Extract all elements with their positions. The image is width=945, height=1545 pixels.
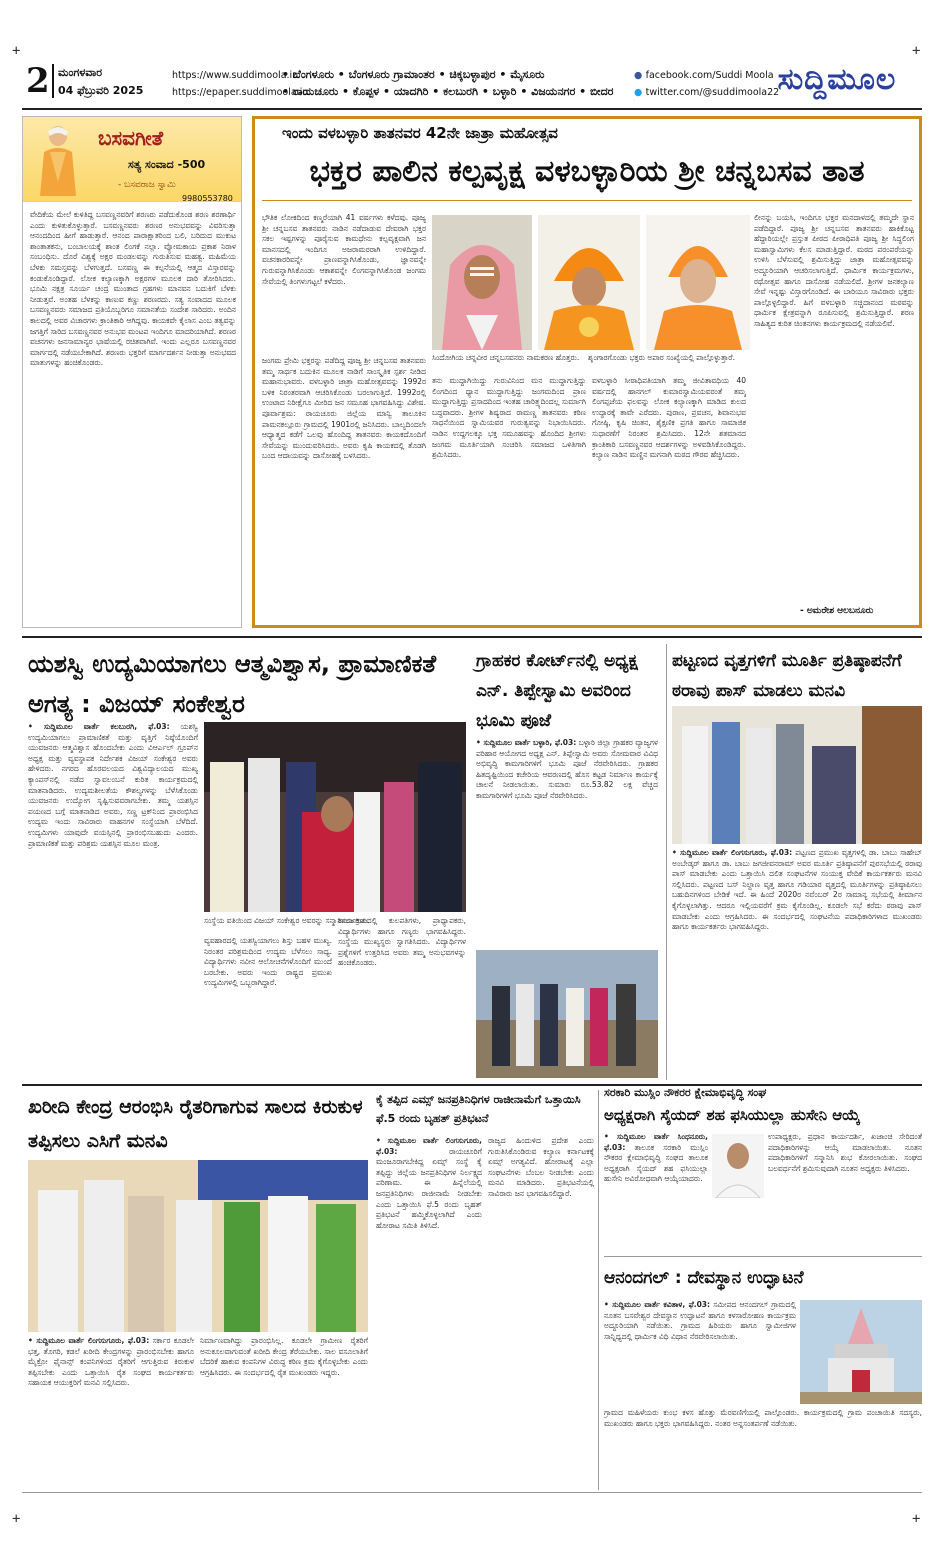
author-phone: 9980553780 <box>182 194 233 203</box>
seer-photo <box>646 215 750 350</box>
story-body: • ಸುದ್ದಿಮೂಲ ವಾರ್ತೆ ಸಿಂಧನೂರು, ಫೆ.03: ತಾಲೂಕ ಸರಕಾರಿ ಮುಸ್ಲಿಂ ನೌಕರರ ಕ್ಷೇಮಾಭಿವೃದ್ಧಿ ಸಂಘದ ತಾಲೂಕ ಅಧ್ಯಕ್ಷರಾಗಿ ಸೈಯದ್ ಶಹ ಫಸಿಯುಲ್ಲಾ ಹುಸೇನಿ ಅವಿರೋಧವಾಗಿ ಆಯ್ಕೆಯಾದರು. <box>604 1132 708 1184</box>
story-body: • ಸುದ್ದಿಮೂಲ ವಾರ್ತೆ ಲಿಂಗಸುಗೂರು, ಫೆ.03: ಸರ್ಕಾರ ಕೂಡಲೇ ಭತ್ತ, ತೊಗರಿ, ಕಡಲೆ ಖರೀದಿ ಕೇಂದ್ರಗಳನ್ನು ಪ್ರಾರಂಭಿಸಬೇಕು ಹಾಗೂ ಮೈಕ್ರೋ ಫೈನಾನ್ಸ್ ಕಂಪನಿಗಳಿಂದ ರೈತರಿಗೆ ಆಗುತ್ತಿರುವ ಕಿರುಕುಳ ತಪ್ಪಿಸಬೇಕು ಎಂದು ಒತ್ತಾಯಿಸಿ ರೈತ ಸಂಘದ ಕಾರ್ಯಕರ್ತರು ಸಹಾಯಕ ಆಯುಕ್ತರಿಗೆ ಮನವಿ ಸಲ್ಲಿಸಿದರು. <box>28 1336 194 1388</box>
divider <box>22 636 922 638</box>
basavanna-illustration-icon <box>30 122 86 196</box>
story-body: ಗ್ರಾಮದ ಮಹಿಳೆಯರು ಕುಂಭ ಕಳಸ ಹೊತ್ತು ಮೆರವಣಿಗೆಯಲ್ಲಿ ಪಾಲ್ಗೊಂಡರು. ಕಾರ್ಯಕ್ರಮದಲ್ಲಿ ಗ್ರಾಮ ಪಂಚಾಯಿತಿ ಸದಸ್ಯರು, ಮುಖಂಡರು ಹಾಗೂ ಭಕ್ತರು ಭಾಗವಹಿಸಿದ್ದರು. ನಂತರ ಅನ್ನಸಂತರ್ಪಣೆ ನಡೆಯಿತು. <box>604 1408 922 1428</box>
story-body: ಕಾರ್ಯಕ್ರಮದಲ್ಲಿ ಕುಲಪತಿಗಳು, ಪ್ರಾಧ್ಯಾಪಕರು, ವಿದ್ಯಾರ್ಥಿಗಳು ಹಾಗೂ ಗಣ್ಯರು ಭಾಗವಹಿಸಿದ್ದರು. ಸಂಸ್ಥೆಯ ಮುಖ್ಯಸ್ಥರು ಸ್ವಾಗತಿಸಿದರು. ವಿದ್ಯಾರ್ಥಿಗಳ ಪ್ರಶ್ನೆಗಳಿಗೆ ಉತ್ತರಿಸಿದ ಅವರು ತಮ್ಮ ಅನುಭವಗಳನ್ನು ಹಂಚಿಕೊಂಡರು. <box>338 916 466 968</box>
story-body: • ಸುದ್ದಿಮೂಲ ವಾರ್ತೆ ಲಿಂಗಸುಗೂರು, ಫೆ.03: ಪಟ್ಟಣದ ಪ್ರಮುಖ ವೃತ್ತಗಳಲ್ಲಿ ಡಾ. ಬಾಬು ಸಾಹೇಬ್ ಅಂಬೇಡ್ಕರ್ ಹಾಗೂ ಡಾ. ಬಾಬು ಜಗಜೀವನರಾಮ್ ಅವರ ಮೂರ್ತಿ ಪ್ರತಿಷ್ಠಾಪನೆಗೆ ಪುರಸಭೆಯಲ್ಲಿ ಠರಾವು ಪಾಸ್ ಮಾಡಬೇಕು ಎಂದು ಒತ್ತಾಯಿಸಿ ದಲಿತ ಸಂಘಟನೆಗಳ ಸಂಯುಕ್ತ ವೇದಿಕೆ ಕಾರ್ಯಕರ್ತರು ಮನವಿ ಸಲ್ಲಿಸಿದರು. ಪಟ್ಟಣದ ಬಸ್ ನಿಲ್ದಾಣ ವೃತ್ತ ಹಾಗೂ ಗಡಿಯಾರ ವೃತ್ತದಲ್ಲಿ ಮೂರ್ತಿಗಳನ್ನು ಪ್ರತಿಷ್ಠಾಪಿಸಲು ಬಹುದಿನಗಳಿಂದ ಬೇಡಿಕೆ ಇದೆ. ಈ ಹಿಂದೆ 2020ರ ನವೆಂಬರ್ 2ರ ಸಾಮಾನ್ಯ ಸಭೆಯಲ್ಲಿ ತೀರ್ಮಾನ ಕೈಗೊಳ್ಳಲಾಗಿತ್ತು. ಆದರೂ ಇಲ್ಲಿಯವರೆಗೆ ಕ್ರಮ ಕೈಗೊಂಡಿಲ್ಲ. ಕೂಡಲೇ ಸಭೆ ಕರೆದು ಠರಾವು ಪಾಸ್ ಮಾಡಬೇಕು ಎಂದು ಆಗ್ರಹಿಸಿದರು. ಈ ಸಂದರ್ಭದಲ್ಲಿ ಸಂಘಟನೆಯ ಪದಾಧಿಕಾರಿಗಳಾದ ಮುಖಂಡರು ಹಾಗೂ ಕಾರ್ಯಕರ್ತರು ಭಾಗವಹಿಸಿದ್ದರು. <box>672 848 922 932</box>
photo-caption: ಶೃಂಗಾರಗೊಂಡು ಭಕ್ತರು ಅಪಾರ ಸಂಖ್ಯೆಯಲ್ಲಿ ಪಾಲ್ಗೊಳ್ಳುತ್ತಾರೆ. <box>588 353 735 362</box>
facebook-icon: ● <box>634 70 646 81</box>
edition-cities: • ರಾಯಚೂರು • ಕೊಪ್ಪಳ • ಯಾದಗಿರಿ • ಕಲಬುರಗಿ • ಬಳ್ಳಾರಿ • ವಿಜಯನಗರ • ಬೀದರ <box>282 85 614 98</box>
story-headline: ಖರೀದಿ ಕೇಂದ್ರ ಆರಂಭಿಸಿ ರೈತರಿಗಾಗುವ ಸಾಲದ ಕಿರುಕುಳ ತಪ್ಪಿಸಲು ಎಸಿಗೆ ಮನವಿ <box>28 1096 363 1152</box>
divider <box>262 200 912 201</box>
lead-body: ಭೌತಿಕ ಲೋಕದಿಂದ ಕಣ್ಮರೆಯಾಗಿ 41 ವರ್ಷಗಳು ಕಳೆದವು. ಪೂಜ್ಯ ಶ್ರೀ ಚನ್ನಬಸವ ತಾತನವರು ನಾಡಿನ ನಡೆದಾಡುವ ದೇವರಾಗಿ ಭಕ್ತರ ಸಕಲ ಇಷ್ಟಗಳನ್ನು ಪೂರೈಸುವ ಕಾಮಧೇನು ಕಲ್ಪವೃಕ್ಷವಾಗಿ ಜನ ಮಾನಸದಲ್ಲಿ ಇಂದಿಗೂ ಅಜರಾಮರರಾಗಿ ಉಳಿದಿದ್ದಾರೆ. ವಚನಕಾರರಿವನ್ನೇ ಪ್ರಾಣವನ್ನಾಗಿಸಿಕೊಂಡು, ಜ್ಞಾನವನ್ನೇ ಗುರುವನ್ನಾಗಿಸಿಕೊಂಡು ಆಕಾಶವನ್ನೇ ಲಿಂಗವನ್ನಾಗಿಸಿಕೊಂಡ ಜಂಗಮ ಸೇವೆಯಲ್ಲಿ ತಿಂಗಳುಗಟ್ಟಲೆ ಕಳೆದರು. <box>262 213 426 286</box>
column-subtitle: ಸತ್ಯ ಸಂವಾದ -500 <box>128 158 206 171</box>
column-title: ಬಸವಗೀತೆ <box>98 126 164 150</box>
divider <box>22 108 922 110</box>
lead-body: ಜಂಗಮ ಪ್ರೇಮಿ ಭಕ್ತರನ್ನು ಪಡೆದಿದ್ದ ಪೂಜ್ಯ ಶ್ರೀ ಚನ್ನಬಸವ ತಾತನವರು ತಮ್ಮ ಸಾರ್ಥಕ ಬದುಕಿನ ಮೂಲಕ ನಾಡಿಗೆ ಸಾಂಸ್ಕೃತಿಕ ಸ್ಪರ್ಶ ನೀಡಿದ ಮಹಾನುಭಾವರು. ವಳಬಳ್ಳಾರಿ ಜಾತ್ರಾ ಮಹೋತ್ಸವವನ್ನು 1992ರ ಬಳಿಕ ನಿರಂತರವಾಗಿ ಆಚರಿಸಿಕೊಂಡು ಬರಲಾಗುತ್ತಿದೆ. 1992ರಲ್ಲಿ ಉಂಟಾದ ನಿರೀಕ್ಷೆಗೂ ಮೀರಿದ ಜನ ಸಮೂಹ ಭಾಗವಹಿಸಿದ್ದು ವಿಶೇಷ. ಪೂರ್ವಾಶ್ರಮ: ರಾಯಚೂರು ಜಿಲ್ಲೆಯ ಮಾನ್ವಿ ತಾಲೂಕಿನ ಪಾಮನಕಲ್ಲೂರು ಗ್ರಾಮದಲ್ಲಿ 1901ರಲ್ಲಿ ಜನಿಸಿದರು. ಬಾಲ್ಯದಿಂದಲೇ ಆಧ್ಯಾತ್ಮದ ಕಡೆಗೆ ಒಲವು ಹೊಂದಿದ್ದ ತಾತನವರು ಕಾಯಕದೊಂದಿಗೆ ಸೇವೆಯನ್ನು ಮುಂದುವರಿಸಿದರು. ಅವರು ಕೃಷಿ ಕಾಯಕದಲ್ಲಿ ತೊಡಗಿ ಬಂದ ಆದಾಯವನ್ನು ದಾಸೋಹಕ್ಕೆ ಬಳಸಿದರು. <box>262 356 426 461</box>
divider <box>604 1256 922 1257</box>
twitter-icon: ● <box>634 87 646 98</box>
story-headline: ಯಶಸ್ವಿ ಉದ್ಯಮಿಯಾಗಲು ಆತ್ಮವಿಶ್ವಾಸ, ಪ್ರಾಮಾಣಿಕತೆ ಅಗತ್ಯ : ವಿಜಯ್ ಸಂಕೇಶ್ವರ <box>28 650 437 718</box>
masthead-logo: ಸುದ್ದಿಮೂಲ <box>777 62 897 97</box>
story-body: ರಾಜ್ಯದ ಹಿಂದುಳಿದ ಪ್ರದೇಶ ಎಂದು ಗುರುತಿಸಿಕೊಂಡಿರುವ ಕಲ್ಯಾಣ ಕರ್ನಾಟಕಕ್ಕೆ ಏಮ್ಸ್ ಅಗತ್ಯವಿದೆ. ಹೋರಾಟಕ್ಕೆ ಎಲ್ಲಾ ಸಂಘಟನೆಗಳು ಬೆಂಬಲ ನೀಡಬೇಕು ಎಂದು ಮನವಿ ಮಾಡಿದರು. ಪ್ರತಿಭಟನೆಯಲ್ಲಿ ಸಾವಿರಾರು ಜನ ಭಾಗವಹಿಸಲಿದ್ದಾರೆ. <box>488 1136 594 1198</box>
edition-cities: • ಬೆಂಗಳೂರು • ಬೆಂಗಳೂರು ಗ್ರಾಮಾಂತರ • ಚಿಕ್ಕಬಳ್ಳಾಪುರ • ಮೈಸೂರು <box>282 68 545 81</box>
story-body: ನಿರ್ಮಾಣವಾಗಿದ್ದು ಪ್ರಾರಂಭಿಸಿಲ್ಲ. ಕೂಡಲೇ ಗ್ರಾಮೀಣ ರೈತರಿಗೆ ಅನುಕೂಲವಾಗುವಂತೆ ಖರೀದಿ ಕೇಂದ್ರ ತೆರೆಯಬೇಕು. ಸಾಲ ವಸೂಲಾತಿಗೆ ಬೆದರಿಕೆ ಹಾಕುವ ಕಂಪನಿಗಳ ವಿರುದ್ಧ ಕಠಿಣ ಕ್ರಮ ಕೈಗೊಳ್ಳಬೇಕು ಎಂದು ಆಗ್ರಹಿಸಿದರು. ಈ ಸಂದರ್ಭದಲ್ಲಿ ರೈತ ಮುಖಂಡರು ಇದ್ದರು. <box>200 1336 368 1377</box>
registration-mark: + <box>912 1511 921 1527</box>
byline: - ಅಮರೇಶ ಆಲಬನೂರು <box>800 606 874 616</box>
farmers-memorandum-photo <box>28 1160 368 1332</box>
story-body: ಉಪಾಧ್ಯಕ್ಷರು, ಪ್ರಧಾನ ಕಾರ್ಯದರ್ಶಿ, ಖಜಾಂಚಿ ಸೇರಿದಂತೆ ಪದಾಧಿಕಾರಿಗಳನ್ನು ಆಯ್ಕೆ ಮಾಡಲಾಯಿತು. ನೂತನ ಪದಾಧಿಕಾರಿಗಳಿಗೆ ಸನ್ಮಾನಿಸಿ ಶುಭ ಕೋರಲಾಯಿತು. ಸಂಘದ ಬಲವರ್ಧನೆಗೆ ಶ್ರಮಿಸುವುದಾಗಿ ನೂತನ ಅಧ್ಯಕ್ಷರು ತಿಳಿಸಿದರು. <box>768 1132 922 1173</box>
story-body: • ಸುದ್ದಿಮೂಲ ವಾರ್ತೆ ಬಳ್ಳಾರಿ, ಫೆ.03: ಬಳ್ಳಾರಿ ಜಿಲ್ಲಾ ಗ್ರಾಹಕರ ವ್ಯಾಜ್ಯಗಳ ಪರಿಹಾರ ಆಯೋಗದ ಅಧ್ಯಕ್ಷ ಎನ್. ತಿಪ್ಪೇಸ್ವಾಮಿ ಅವರು ಸೋಮವಾರ ವಿವಿಧ ಅಭಿವೃದ್ಧಿ ಕಾಮಗಾರಿಗಳಿಗೆ ಭೂಮಿ ಪೂಜೆ ನೆರವೇರಿಸಿದರು. ಗ್ರಾಹಕರ ಹಿತದೃಷ್ಟಿಯಿಂದ ಕಚೇರಿಯ ಆವರಣದಲ್ಲಿ ಹೊಸ ಕಟ್ಟಡ ನಿರ್ಮಾಣ ಕಾರ್ಯಕ್ಕೆ ಚಾಲನೆ ನೀಡಲಾಯಿತು. ಸುಮಾರು ರೂ.53.82 ಲಕ್ಷ ವೆಚ್ಚದ ಕಾಮಗಾರಿಗಳಿಗೆ ಭೂಮಿ ಪೂಜೆ ನೆರವೇರಿಸಿದರು. <box>476 738 658 800</box>
divider <box>22 1492 922 1493</box>
registration-mark: + <box>12 43 21 59</box>
story-body: ವ್ಯವಹಾರದಲ್ಲಿ ಯಶಸ್ವಿಯಾಗಲು ಶಿಸ್ತು ಬಹಳ ಮುಖ್ಯ. ನಿರಂತರ ಪರಿಶ್ರಮದಿಂದ ಉದ್ಯಮ ಬೆಳೆಸಲು ಸಾಧ್ಯ. ವಿದ್ಯಾರ್ಥಿಗಳು ನವೀನ ಆಲೋಚನೆಗಳೊಂದಿಗೆ ಮುಂದೆ ಬರಬೇಕು. ಅವರು ಇಂದು ರಾಷ್ಟ್ರದ ಪ್ರಮುಖ ಉದ್ಯಮಿಗಳಲ್ಲಿ ಒಬ್ಬರಾಗಿದ್ದಾರೆ. <box>204 936 332 988</box>
story-body: • ಸುದ್ದಿಮೂಲ ವಾರ್ತೆ ಕಲಬುರಗಿ, ಫೆ.03: ಯಶಸ್ವಿ ಉದ್ಯಮಿಯಾಗಲು ಪ್ರಾಮಾಣಿಕತೆ ಮತ್ತು ವೃತ್ತಿಗೆ ನಿಷ್ಠೆಯೊಂದಿಗೆ ಯುವಜನರು ಆತ್ಮವಿಶ್ವಾಸ ಹೊಂದಬೇಕು ಎಂದು ವಿಆರ್ಎಲ್ ಗ್ರೂಪ್‌ನ ಅಧ್ಯಕ್ಷ ಮತ್ತು ವ್ಯವಸ್ಥಾಪಕ ನಿರ್ದೇಶಕ ವಿಜಯ್ ಸಂಕೇಶ್ವರ ಅವರು ಹೇಳಿದರು. ನಗರದ ಹೊರವಲಯದ ವಿಶ್ವವಿದ್ಯಾಲಯದ ಮುಖ್ಯ ಕ್ಯಾಂಪಸ್‌ನಲ್ಲಿ ನಡೆದ ಸ್ವಾವಲಂಬನೆ ಕುರಿತ ಕಾರ್ಯಕ್ರಮದಲ್ಲಿ ಮಾತನಾಡಿದರು. ಉದ್ಯಮಶೀಲತೆಯ ಕೌಶಲ್ಯಗಳನ್ನು ಬೆಳೆಸಿಕೊಂಡು ಯುವಜನರು ಉದ್ಯೋಗ ಸೃಷ್ಟಿಸುವವರಾಗಬೇಕು. ತಮ್ಮ ಯಶಸ್ಸಿನ ಪಯಣದ ಬಗ್ಗೆ ಮಾತನಾಡಿದ ಅವರು, ಸಣ್ಣ ಟ್ರಕ್‌ನಿಂದ ಪ್ರಾರಂಭಿಸಿದ ಉದ್ಯಮ ಇಂದು ಸಾವಿರಾರು ವಾಹನಗಳ ಸಂಸ್ಥೆಯಾಗಿ ಬೆಳೆದಿದೆ. ಉದ್ಯಮಿಗಳು ಯಾವುದೇ ವಯಸ್ಸಿನಲ್ಲಿ ಪ್ರಾರಂಭಿಸಬಹುದು ಎಂದರು. ಪ್ರಾಮಾಣಿಕತೆ ಮತ್ತು ಪರಿಶ್ರಮ ಯಶಸ್ಸಿನ ಮೂಲ ಮಂತ್ರ. <box>28 722 198 848</box>
story-body: • ಸುದ್ದಿಮೂಲ ವಾರ್ತೆ ಲಿಂಗಸುಗೂರು, ಫೆ.03: ರಾಯಚೂರಿಗೆ ಮಂಜೂರಾಗಬೇಕಿದ್ದ ಏಮ್ಸ್ ಸಂಸ್ಥೆ ಕೈ ತಪ್ಪಿದ್ದು ಜಿಲ್ಲೆಯ ಜನಪ್ರತಿನಿಧಿಗಳ ನಿರ್ಲಕ್ಷ್ಯದ ಪರಿಣಾಮ. ಈ ಹಿನ್ನೆಲೆಯಲ್ಲಿ ಜನಪ್ರತಿನಿಧಿಗಳು ರಾಜೀನಾಮೆ ನೀಡಬೇಕು ಎಂದು ಒತ್ತಾಯಿಸಿ ಫೆ.5 ರಂದು ಬೃಹತ್ ಪ್ರತಿಭಟನೆ ಹಮ್ಮಿಕೊಳ್ಳಲಾಗಿದೆ ಎಂದು ಹೋರಾಟ ಸಮಿತಿ ತಿಳಿಸಿದೆ. <box>376 1136 482 1230</box>
page-number: 2 <box>26 61 50 101</box>
story-headline: ಗ್ರಾಹಕರ ಕೋರ್ಟ್‌ನಲ್ಲಿ ಅಧ್ಯಕ್ಷ ಎನ್. ತಿಪ್ಪೇಸ್ವಾಮಿ ಅವರಿಂದ ಭೂಮಿ ಪೂಜೆ <box>476 651 638 731</box>
story-headline: ಕೈ ತಪ್ಪಿದ ಎಮ್ಸ್ ಜನಪ್ರತಿನಿಧಿಗಳ ರಾಜೀನಾಮೆಗೆ ಒತ್ತಾಯಿಸಿ ಫೆ.5 ರಂದು ಬೃಹತ್ ಪ್ರತಿಭಟನೆ <box>376 1093 581 1125</box>
registration-mark: + <box>912 43 921 59</box>
felicitation-photo <box>204 722 466 912</box>
story-headline: ಆನಂದಗಲ್ : ದೇವಸ್ಥಾನ ಉದ್ಘಾಟನೆ <box>604 1268 804 1288</box>
seer-photo <box>538 215 640 350</box>
story-headline: ಪಟ್ಟಣದ ವೃತ್ತಗಳಿಗೆ ಮೂರ್ತಿ ಪ್ರತಿಷ್ಠಾಪನೆಗೆ ಠರಾವು ಪಾಸ್ ಮಾಡಲು ಮನವಿ <box>672 651 902 701</box>
divider <box>666 644 667 1080</box>
portrait-photo <box>712 1134 764 1198</box>
temple-photo <box>800 1300 922 1404</box>
photo-caption: ಸಿಂದೋಗಿಯ ಚನ್ನವೀರ ಚನ್ನಬಸವನರು ನಾಮಕರಣ ಹೊತ್ತರು. <box>432 353 580 362</box>
seer-photo <box>432 215 532 350</box>
lead-body: ತನು ಮುದ್ದಾಗಿಯಿದ್ದು ಗುರುವಿನಿಂದ ಮನ ಮುದ್ದಾಗುತ್ತಿದ್ದು ಲಿಂಗದಿಂದ ಧ್ಯಾನ ಮುದ್ದಾಗುತ್ತಿದ್ದು ಜಂಗಮದಿಂದ ಪ್ರಾಣ ಮುದ್ದಾಗುತ್ತಿದ್ದು ಪ್ರಸಾದದಿಂದ ಇಂತಹ ಚಾರಿತ್ರ್ಯದಿಂದಲ್ಲ ಸುರ್ಮಾಗಿ ಬದ್ಧವಾದರು. ಶ್ರೀಗಳ ಶಿಷ್ಯರಾದ ರಾಮಣ್ಣ ತಾತನವರು ಕಠಿಣ ಸಾಧನೆಯಿಂದ ಸ್ವಾಮಿಯವರ ಗುರುತ್ವವನ್ನು ನಿಭಾಯಿಸಿದರು. ನಾಡಿನ ಉದ್ದಗಲಕ್ಕೂ ಭಕ್ತ ಸಮೂಹವನ್ನು ಹೊಂದಿದ ಶ್ರೀಗಳು ಜಂಗಮ ಮೂರ್ತಿಯಾಗಿ ಸಂಚರಿಸಿ ಸಮಾಜದ ಒಳಿತಿಗಾಗಿ ಶ್ರಮಿಸಿದರು. <box>432 376 586 460</box>
photo-caption: ಸಂಸ್ಥೆಯ ವತಿಯಿಂದ ವಿಜಯ್ ಸಂಕೇಶ್ವರ ಅವರನ್ನು ಸನ್ಮಾನಿಸಲಾಯಿತು. <box>204 916 370 925</box>
website-link[interactable]: https://www.suddimoola.in <box>172 70 299 81</box>
story-kicker: ಸರಕಾರಿ ಮುಸ್ಲಿಂ ನೌಕರರ ಕ್ಷೇಮಾಭಿವೃದ್ಧಿ ಸಂಘ <box>604 1086 767 1099</box>
lead-kicker: ಇಂದು ವಳಬಳ್ಳಾರಿ ತಾತನವರ 42ನೇ ಜಾತ್ರಾ ಮಹೋತ್ಸವ <box>282 124 558 142</box>
divider <box>598 1090 599 1490</box>
column-body: ವೇದಿಕೆಯ ಮೇಲೆ ಕುಳಿತಿದ್ದ ಬಸವಣ್ಣನವರಿಗೆ ಶರಣರು ಪಡೆದುಕೊಂಡ ಶರಣ ಶರಣಾರ್ಥಿ ಎಂದು ಕುಳಿತುಕೊಳ್ಳುತ್ತಾರೆ. ಬಸವಣ್ಣನವರು ಶರಣರ ಅನುಭವವನ್ನು ವಿವರಿಸುತ್ತಾ ಆನಂದದಿಂದ ಹೀಗೆ ಹಾಡುತ್ತಾರೆ. ಆನಂದ ಪಾರಾಕ್ಷಾತರಿಂದ ಬಲಿ, ಬರಿದುದ ಮುಕುಟ ಶಾಂತಾತಕನು, ಬಂಬಾಲಯಕ್ಕೆ ಶಾಂತ ಲಿಂಗಕೆ ನಲ್ಲಾ. ವ್ಯೋಮಕಾಯ ಪ್ರಕಾಶ ನಿರಾಳ ಸಂಬಂಧಿಸು. ದೊರೆ ವಿಶ್ವಕ್ಕೆ ಅಕ್ಷರ ಮಂಡಲವನ್ನು ಗುರುತಿಸುವ ಮಹತ್ವ. ಮಹಿಮೆಯ ಬೆಳಕು ಸಮಸ್ತವನ್ನು ಬೆಳಗುತ್ತದೆ. ಬಸವಣ್ಣ ಈ ಕಲ್ಪನೆಯಲ್ಲಿ ಆತ್ಮದ ವಿಸ್ತಾರವನ್ನು ಕಂಡುಕೊಂಡಿದ್ದಾರೆ. ಲೋಕ ಕಲ್ಯಾಣಕ್ಕಾಗಿ ಅಕ್ಷರಗಳ ಮೂಲಕ ದಾರಿ ತೋರಿಸಿದರು. ಭೂಮಿ ನಕ್ಷತ್ರ ಸೂರ್ಯ ಚಂದ್ರ ಮುಂತಾದ ಗ್ರಹಗಳು ಮಾನವನ ಬದುಕಿಗೆ ಬೆಳಕು ನೀಡುತ್ತವೆ. ಅಂತಹ ಬೆಳಕನ್ನು ಕಾಣುವ ಕಣ್ಣು ಶರಣರದು. ಸತ್ಯ ಸಂವಾದದ ಮೂಲಕ ಬಸವಣ್ಣನವರು ಸಮಾಜದ ಪ್ರತಿಯೊಬ್ಬರಿಗೂ ಸಮಾನತೆಯ ಸಂದೇಶ ಸಾರಿದರು. ಅಂದಿನ ಕಾಲದಲ್ಲಿ ಅವರ ವಿಚಾರಗಳು ಕ್ರಾಂತಿಕಾರಿ ಆಗಿದ್ದವು. ಕಾಯಕವೇ ಕೈಲಾಸ ಎಂಬ ತತ್ವವನ್ನು ಜಗತ್ತಿಗೆ ಸಾರಿದ ಬಸವಣ್ಣನವರ ಅನುಭವ ಮಂಟಪ ಇಂದಿಗೂ ಮಾದರಿಯಾಗಿದೆ. ಶರಣರ ವಚನಗಳು ಜನಸಾಮಾನ್ಯರ ಭಾಷೆಯಲ್ಲಿ ರಚಿತವಾಗಿವೆ. ಇಂದು ಎಲ್ಲರೂ ಬಸವಣ್ಣನವರ ಮಾರ್ಗದಲ್ಲಿ ನಡೆಯಬೇಕಾಗಿದೆ. ಶರಣರು ಭಕ್ತರಿಗೆ ಮಾರ್ಗದರ್ಶನ ನೀಡುತ್ತಾ ಅನುಭವದ ಮಾತುಗಳನ್ನು ಹಂಚಿಕೊಂಡರು. <box>30 210 236 368</box>
day: ಮಂಗಳವಾರ <box>58 66 103 79</box>
twitter-link[interactable]: ● twitter.com/@suddimoola22 <box>634 87 780 98</box>
facebook-link[interactable]: ● facebook.com/Suddi Moola <box>634 70 774 81</box>
story-body: • ಸುದ್ದಿಮೂಲ ವಾರ್ತೆ ಕವಿತಾಳ, ಫೆ.03: ಸಮೀಪದ ಆನಂದಗಲ್ ಗ್ರಾಮದಲ್ಲಿ ನೂತನ ಬಸವೇಶ್ವರ ದೇವಸ್ಥಾನ ಉದ್ಘಾಟನೆ ಹಾಗೂ ಕಳಸಾರೋಹಣ ಕಾರ್ಯಕ್ರಮ ಅದ್ದೂರಿಯಾಗಿ ನಡೆಯಿತು. ಗ್ರಾಮದ ಹಿರಿಯರು ಹಾಗೂ ಸ್ವಾಮೀಜಿಗಳ ಸಾನ್ನಿಧ್ಯದಲ್ಲಿ ಧಾರ್ಮಿಕ ವಿಧಿ ವಿಧಾನ ನೆರವೇರಿಸಲಾಯಿತು. <box>604 1300 796 1341</box>
lead-body: ಲೀನನ್ನು ಬಯಸಿ, ಇಂದಿಗೂ ಭಕ್ತರ ಮನದಾಳದಲ್ಲಿ ತಮ್ಮದೇ ಸ್ಥಾನ ಪಡೆದಿದ್ದಾರೆ. ಪೂಜ್ಯ ಶ್ರೀ ಚನ್ನಬಸವ ತಾತನವರು ಹಾಕಿಕೊಟ್ಟ ಹೆದ್ದಾರಿಯಲ್ಲೇ ಪ್ರಸ್ತುತ ಪೀಠದ ಪೀಠಾಧಿಪತಿ ಪೂಜ್ಯ ಶ್ರೀ ಸಿದ್ಧಲಿಂಗ ಮಹಾಸ್ವಾಮಿಗಳು ಕೆಲಸ ಮಾಡುತ್ತಿದ್ದಾರೆ. ಮಠದ ಪರಂಪರೆಯನ್ನು ಉಳಿಸಿ ಬೆಳೆಸುವಲ್ಲಿ ಶ್ರಮಿಸುತ್ತಿದ್ದು ಜಾತ್ರಾ ಮಹೋತ್ಸವವನ್ನು ಅದ್ದೂರಿಯಾಗಿ ಆಚರಿಸಲಾಗುತ್ತಿದೆ. ಧಾರ್ಮಿಕ ಕಾರ್ಯಕ್ರಮಗಳು, ರಥೋತ್ಸವ ಹಾಗೂ ದಾಸೋಹ ನಡೆಯಲಿದೆ. ಶ್ರೀಗಳ ಜನಕಲ್ಯಾಣ ಸೇವೆ ಇನ್ನಷ್ಟು ವಿಸ್ತಾರಗೊಂಡಿದೆ. ಈ ಬಾರಿಯೂ ಸಾವಿರಾರು ಭಕ್ತರು ಪಾಲ್ಗೊಳ್ಳಲಿದ್ದಾರೆ. ಹಿಗೆ ವಳಬಳ್ಳಾರಿ ಸಚ್ಚಿದಾನಂದ ಮಠವನ್ನು ಧಾರ್ಮಿಕ ಕ್ಷೇತ್ರವನ್ನಾಗಿ ರೂಪಿಸುವಲ್ಲಿ ಶ್ರಮಿಸುತ್ತಿದ್ದಾರೆ. ಶರಣ ಸಾಹಿತ್ಯದ ಕುರಿತ ಚಿಂತನಗಳು ಕಾರ್ಯಕ್ರಮದಲ್ಲಿ ನಡೆಯಲಿವೆ. <box>754 213 914 328</box>
story-headline: ಅಧ್ಯಕ್ಷರಾಗಿ ಸೈಯದ್ ಶಹ ಫಸಿಯುಲ್ಲಾ ಹುಸೇನಿ ಆಯ್ಕೆ <box>604 1106 861 1124</box>
lead-body: ವಳಬಳ್ಳಾರಿ ಸೀಠಾಧಿಪತಿಯಾಗಿ ತಮ್ಮ ಜೀವಿತಾವಧಿಯ 40 ವರ್ಷದಲ್ಲಿ ಹಾನಗಲ್ ಕುಮಾರಸ್ವಾಮಿಯವರಂತೆ ತಮ್ಮ ಲಿಂಗಪ್ಪಜೆಯ ಫಲವನ್ನು ಲೋಕ ಕಲ್ಯಾಣಕ್ಕಾಗಿ ಮಾಡಿದ ಕುಲದ ಉದ್ಧಾರಕ್ಕೆ ತಾವೇ ಎರೆದರು. ಪುರಾಣ, ಪ್ರವಚನ, ಶಿವಾನುಭವ ಗೋಷ್ಠಿ, ಕೃಷಿ ಚಿಂತನ, ಶೈಕ್ಷಣಿಕ ಪ್ರಗತಿ ಹಾಗೂ ಸಾಮಾಜಿಕ ಸುಧಾರಣೆಗೆ ನಿರಂತರ ಶ್ರಮಿಸಿದರು. 12ನೇ ಶತಮಾನದ ಕ್ರಾಂತಿಕಾರಿ ಬಸವಣ್ಣನವರ ಆದರ್ಶಗಳನ್ನು ಅಳವಡಿಸಿಕೊಂಡಿದ್ದರು. ಕಲ್ಯಾಣ ನಾಡಿನ ಮಣ್ಣಿನ ಮಗನಾಗಿ ಮಠದ ಗೌರವ ಹೆಚ್ಚಿಸಿದರು. <box>592 376 746 460</box>
date: 04 ಫೆಬ್ರುವರಿ 2025 <box>58 84 144 97</box>
lead-headline: ಭಕ್ತರ ಪಾಲಿನ ಕಲ್ಪವೃಕ್ಷ ವಳಬಳ್ಳಾರಿಯ ಶ್ರೀ ಚನ್ನಬಸವ ತಾತ <box>309 154 865 189</box>
epaper-link[interactable]: https://epaper.suddimoola.in <box>172 87 309 98</box>
page-divider <box>52 64 54 98</box>
registration-mark: + <box>12 1511 21 1527</box>
memorandum-photo <box>672 706 922 844</box>
column-author: - ಬಸವರಾಜ ಸ್ವಾಮಿ <box>118 180 176 190</box>
bhoomi-pooja-photo <box>476 950 658 1078</box>
